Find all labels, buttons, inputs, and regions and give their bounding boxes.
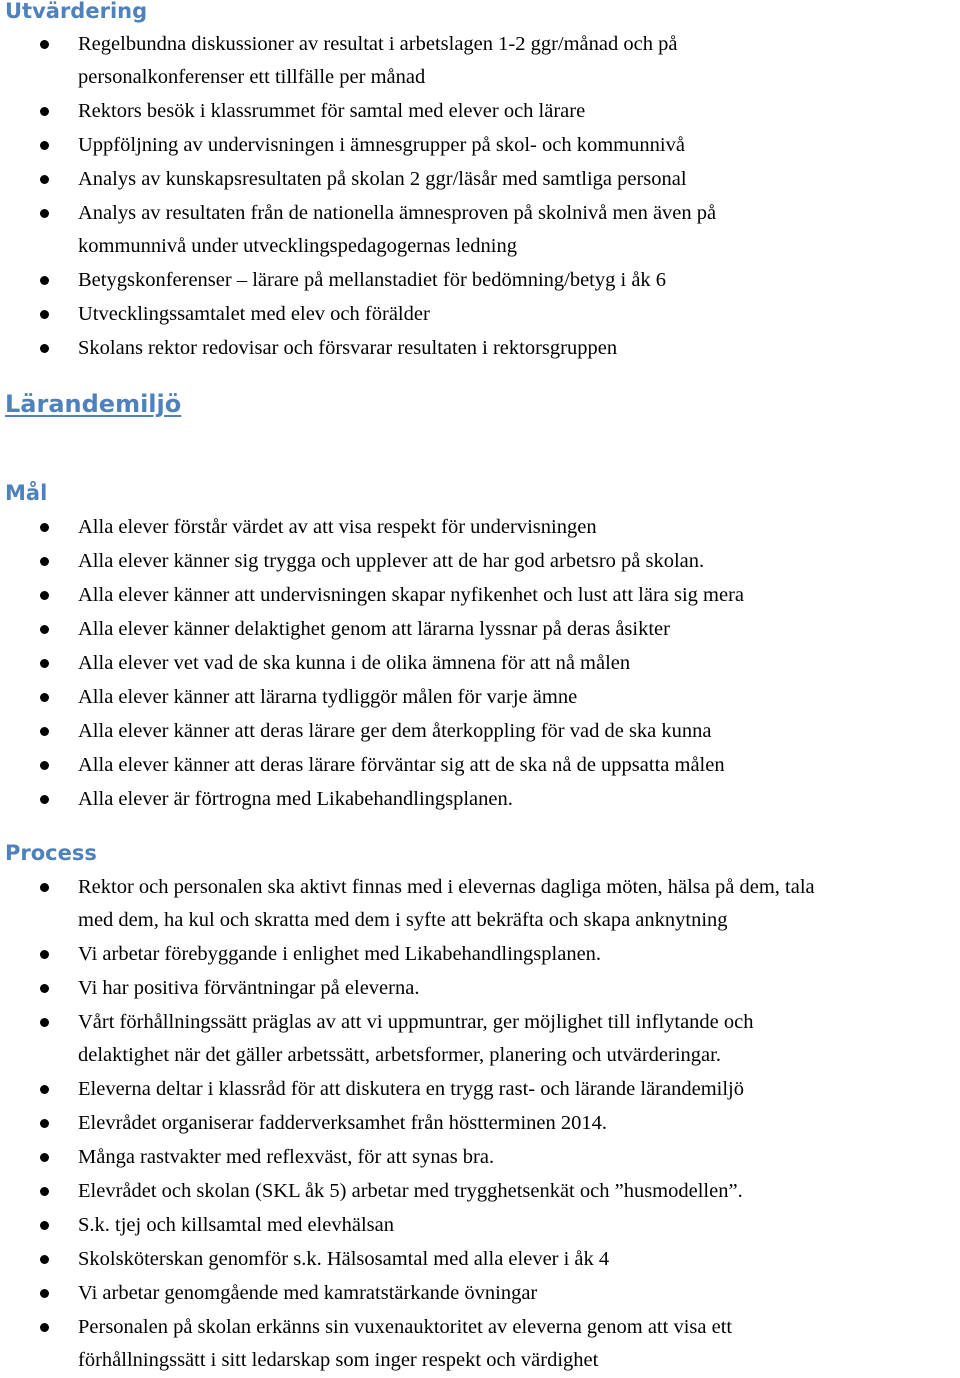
bullet-icon: [40, 591, 49, 600]
bullet-icon: [40, 209, 49, 218]
heading-larandemiljo: Lärandemiljö: [5, 390, 182, 418]
list-item: [0, 1243, 960, 1277]
list-item-text: Regelbundna diskussioner av resultat i arbetslagen 1-2 ggr/månad och på: [78, 33, 678, 55]
list-item-text: Analys av kunskapsresultaten på skolan 2 ggr/läsår med samtliga personal: [78, 168, 687, 190]
list-item-text: S.k. tjej och killsamtal med elevhälsan: [78, 1214, 394, 1236]
list-item: [0, 129, 960, 163]
list-item: [0, 95, 960, 129]
bullet-icon: [40, 761, 49, 770]
bullet-icon: [40, 40, 49, 49]
bullet-icon: [40, 984, 49, 993]
list-item: [0, 783, 960, 817]
bullet-icon: [40, 1085, 49, 1094]
list-item-text: Vårt förhållningssätt präglas av att vi uppmuntrar, ger möjlighet till inflytande och: [78, 1011, 754, 1033]
bullet-icon: [40, 659, 49, 668]
list-item-text: Elevrådet och skolan (SKL åk 5) arbetar med trygghetsenkät och ”husmodellen”.: [78, 1180, 743, 1202]
list-item-text: kommunnivå under utvecklingspedagogernas ledning: [78, 235, 517, 257]
list-item: [0, 1175, 960, 1209]
list-item-text: Analys av resultaten från de nationella ämnesproven på skolnivå men även på: [78, 202, 717, 224]
list-item-text: Alla elever känner delaktighet genom att lärarna lyssnar på deras åsikter: [78, 618, 670, 640]
list-item-text: Betygskonferenser – lärare på mellanstadiet för bedömning/betyg i åk 6: [78, 269, 667, 291]
list-mal: [0, 511, 960, 817]
bullet-icon: [40, 1289, 49, 1298]
list-item: [0, 1107, 960, 1141]
list-item-text: Uppföljning av undervisningen i ämnesgrupper på skol- och kommunnivå: [78, 134, 685, 156]
list-item-text: Alla elever förstår värdet av att visa respekt för undervisningen: [78, 516, 597, 538]
list-item: [0, 28, 960, 95]
list-item-text: förhållningssätt i sitt ledarskap som inger respekt och värdighet: [78, 1349, 599, 1371]
bullet-icon: [40, 107, 49, 116]
bullet-icon: [40, 557, 49, 566]
list-item: [0, 1209, 960, 1243]
bullet-icon: [40, 625, 49, 634]
list-item-text: Rektor och personalen ska aktivt finnas med i elevernas dagliga möten, hälsa på dem, tala: [78, 876, 815, 898]
list-item-text: Alla elever känner att deras lärare förväntar sig att de ska nå de uppsatta målen: [78, 754, 725, 776]
list-item: [0, 298, 960, 332]
list-item-text: Skolsköterskan genomför s.k. Hälsosamtal med alla elever i åk 4: [78, 1248, 610, 1270]
list-item-text: Alla elever känner sig trygga och upplever att de har god arbetsro på skolan.: [78, 550, 705, 572]
list-item-text: Alla elever känner att undervisningen skapar nyfikenhet och lust att lära sig mera: [78, 584, 745, 606]
bullet-icon: [40, 523, 49, 532]
list-item: [0, 163, 960, 197]
list-item-text: Eleverna deltar i klassråd för att diskutera en trygg rast- och lärande lärandemiljö: [78, 1078, 744, 1100]
list-item: [0, 332, 960, 366]
list-item-text: med dem, ha kul och skratta med dem i syfte att bekräfta och skapa anknytning: [78, 909, 728, 931]
list-item: [0, 938, 960, 972]
heading-process: Process: [5, 841, 97, 865]
list-item-text: Personalen på skolan erkänns sin vuxenauktoritet av eleverna genom att visa ett: [78, 1316, 733, 1338]
bullet-icon: [40, 795, 49, 804]
list-utvardering: [0, 28, 960, 366]
bullet-icon: [40, 1187, 49, 1196]
list-item-text: Rektors besök i klassrummet för samtal med elever och lärare: [78, 100, 586, 122]
list-item-text: personalkonferenser ett tillfälle per månad: [78, 66, 426, 88]
list-item: [0, 647, 960, 681]
list-item: [0, 613, 960, 647]
bullet-icon: [40, 727, 49, 736]
list-item-text: Utvecklingssamtalet med elev och förälder: [78, 303, 430, 325]
bullet-icon: [40, 1153, 49, 1162]
list-item-text: Alla elever vet vad de ska kunna i de olika ämnena för att nå målen: [78, 652, 631, 674]
list-item-text: Skolans rektor redovisar och försvarar resultaten i rektorsgruppen: [78, 337, 618, 359]
bullet-icon: [40, 141, 49, 150]
bullet-icon: [40, 175, 49, 184]
bullet-icon: [40, 276, 49, 285]
list-item-text: Elevrådet organiserar fadderverksamhet från höstterminen 2014.: [78, 1112, 607, 1134]
list-process: [0, 871, 960, 1378]
heading-utvardering: Utvärdering: [5, 0, 148, 23]
list-item: [0, 545, 960, 579]
list-item-text: Många rastvakter med reflexväst, för att synas bra.: [78, 1146, 495, 1168]
bullet-icon: [40, 693, 49, 702]
list-item: [0, 264, 960, 298]
list-item: [0, 871, 960, 938]
list-item-text: Alla elever känner att deras lärare ger dem återkoppling för vad de ska kunna: [78, 720, 712, 742]
bullet-icon: [40, 883, 49, 892]
list-item-text: Vi arbetar genomgående med kamratstärkande övningar: [78, 1282, 538, 1304]
list-item-text: delaktighet när det gäller arbetssätt, arbetsformer, planering och utvärderingar.: [78, 1044, 721, 1066]
list-item: [0, 972, 960, 1006]
list-item: [0, 579, 960, 613]
bullet-icon: [40, 1255, 49, 1264]
heading-mal: Mål: [5, 481, 48, 505]
bullet-icon: [40, 1018, 49, 1027]
list-item: [0, 1073, 960, 1107]
bullet-icon: [40, 1221, 49, 1230]
bullet-icon: [40, 1323, 49, 1332]
list-item: [0, 1141, 960, 1175]
bullet-icon: [40, 1119, 49, 1128]
list-item: [0, 715, 960, 749]
list-item: [0, 197, 960, 264]
list-item: [0, 749, 960, 783]
list-item: [0, 1311, 960, 1378]
bullet-icon: [40, 950, 49, 959]
list-item-text: Vi har positiva förväntningar på eleverna.: [78, 977, 420, 999]
list-item: [0, 511, 960, 545]
list-item-text: Vi arbetar förebyggande i enlighet med Likabehandlingsplanen.: [78, 943, 602, 965]
bullet-icon: [40, 310, 49, 319]
bullet-icon: [40, 344, 49, 353]
list-item-text: Alla elever känner att lärarna tydliggör målen för varje ämne: [78, 686, 578, 708]
list-item: [0, 1277, 960, 1311]
list-item-text: Alla elever är förtrogna med Likabehandlingsplanen.: [78, 788, 513, 810]
list-item: [0, 681, 960, 715]
list-item: [0, 1006, 960, 1073]
